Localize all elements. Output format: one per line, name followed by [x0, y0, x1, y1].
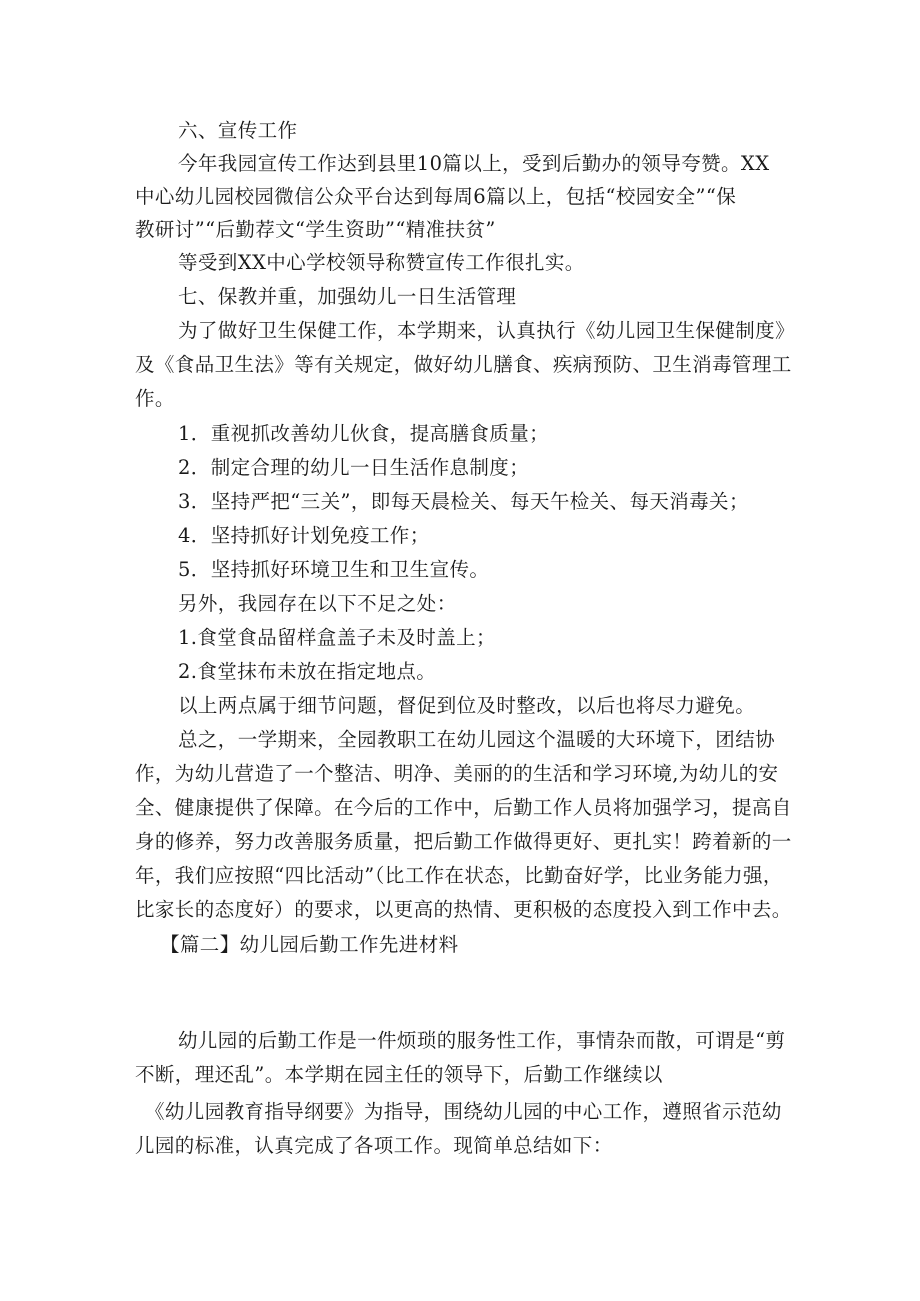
paragraph-line: 比家长的态度好）的要求，以更高的热情、更积极的态度投入到工作中去。: [135, 898, 792, 921]
paragraph-line: 全、健康提供了保障。在今后的工作中，后勤工作人员将加强学习，提高自: [135, 796, 792, 819]
section-heading-publicity: 六、宣传工作: [178, 119, 298, 142]
list-item: 2.食堂抹布未放在指定地点。: [178, 660, 437, 683]
paragraph-line: 身的修养，努力改善服务质量，把后勤工作做得更好、更扎实！跨着新的一: [135, 830, 792, 853]
paragraph-line: 年，我们应按照“四比活动”（比工作在状态，比勤奋好学，比业务能力强，: [135, 864, 783, 887]
paragraph-line: 及《食品卫生法》等有关规定，做好幼儿膳食、疾病预防、卫生消毒管理工: [135, 353, 792, 376]
paragraph-line: 以上两点属于细节问题，督促到位及时整改，以后也将尽力避免。: [178, 694, 756, 717]
paragraph-line: 等受到XX中心学校领导称赞宣传工作很扎实。: [178, 251, 585, 274]
list-item: 3．坚持严把“三关”，即每天晨检关、每天午检关、每天消毒关；: [178, 490, 749, 513]
paragraph-line: 作。: [135, 387, 175, 410]
paragraph-line: 中心幼儿园校园微信公众平台达到每周6篇以上，包括“校园安全”“保: [135, 185, 737, 208]
paragraph-line: 教研讨”“后勤荐文“学生资助”“精准扶贫”: [135, 218, 496, 241]
paragraph-line: 总之，一学期来，全园教职工在幼儿园这个温暖的大环境下，团结协: [178, 728, 776, 751]
paragraph-line: 今年我园宣传工作达到县里10篇以上，受到后勤办的领导夸赞。XX: [178, 152, 770, 175]
paragraph-line: 儿园的标准，认真完成了各项工作。现简单总结如下：: [135, 1134, 613, 1157]
paragraph-line: 另外，我园存在以下不足之处：: [178, 592, 457, 615]
chapter-heading: 【篇二】幼儿园后勤工作先进材料: [160, 933, 459, 956]
list-item: 1.食堂食品留样盒盖子未及时盖上；: [178, 626, 496, 649]
paragraph-line: 不断，理还乱”。本学期在园主任的领导下，后勤工作继续以: [135, 1063, 663, 1086]
section-heading-care: 七、保教并重，加强幼儿一日生活管理: [178, 285, 517, 308]
list-item: 5．坚持抓好环境卫生和卫生宣传。: [178, 558, 490, 581]
paragraph-line: 幼儿园的后勤工作是一件烦琐的服务性工作，事情杂而散，可谓是“剪: [178, 1029, 786, 1052]
list-item: 1．重视抓改善幼儿伙食，提高膳食质量；: [178, 422, 550, 445]
paragraph-line: 《幼儿园教育指导纲要》为指导，围绕幼儿园的中心工作，遵照省示范幼: [145, 1100, 782, 1123]
list-item: 2．制定合理的幼儿一日生活作息制度；: [178, 456, 530, 479]
paragraph-line: 为了做好卫生保健工作，本学期来，认真执行《幼儿园卫生保健制度》: [178, 319, 795, 342]
list-item: 4．坚持抓好计划免疫工作；: [178, 524, 430, 547]
paragraph-line: 作，为幼儿营造了一个整洁、明净、美丽的的生活和学习环境,为幼儿的安: [135, 762, 779, 785]
